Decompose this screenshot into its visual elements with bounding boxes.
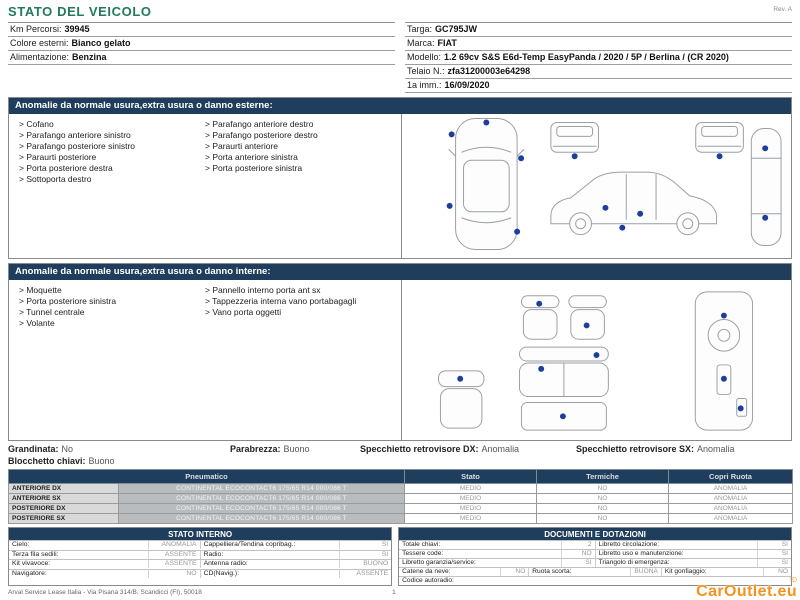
tyre-copri-ruota: ANOMALIA xyxy=(669,504,793,514)
summary-specchietto-sx xyxy=(576,444,735,454)
info-row-modello xyxy=(405,51,792,65)
field-label: Kit gonfiaggio: xyxy=(661,568,763,576)
tyre-copri-ruota: ANOMALIA xyxy=(669,484,793,494)
tyre-termiche: NO xyxy=(537,504,669,514)
tyre-stato: MEDIO xyxy=(405,514,537,524)
interior-damage-diagram xyxy=(401,280,791,440)
field-value: SI xyxy=(339,551,391,559)
car-top-view xyxy=(449,119,524,250)
summary-grandinata xyxy=(8,444,230,454)
field-value: ANOMALIA xyxy=(148,541,200,549)
watermark-id-text: ID xyxy=(790,577,797,584)
summary-label: Specchietto retrovisore SX: xyxy=(576,444,695,454)
anomaly-item: > Porta posteriore sinistra xyxy=(19,296,205,306)
summary-value: Anomalia xyxy=(697,444,735,454)
tyre-copri-ruota: ANOMALIA xyxy=(669,514,793,524)
car-rear-view xyxy=(696,122,744,152)
report-header xyxy=(8,4,792,22)
steering-wheel xyxy=(708,320,740,352)
damage-dot xyxy=(717,153,723,159)
field-value: NO xyxy=(148,570,200,578)
column-header-termiche: Termiche xyxy=(537,470,669,484)
exterior-damage-diagram xyxy=(401,114,791,258)
field-label: Triangolo di emergenza: xyxy=(595,559,757,567)
summary-specchietto-dx xyxy=(360,444,576,454)
table-row xyxy=(9,569,391,579)
info-label: Km Percorsi: xyxy=(10,24,62,34)
tyre-stato: MEDIO xyxy=(405,504,537,514)
info-label: 1a imm.: xyxy=(407,80,442,90)
revision-label: Rev. A xyxy=(773,6,792,13)
field-value: SI xyxy=(757,559,791,567)
info-label: Telaio N.: xyxy=(407,66,445,76)
info-label: Modello: xyxy=(407,52,442,62)
stato-interno-title: STATO INTERNO xyxy=(9,528,391,540)
info-label: Targa: xyxy=(407,24,433,34)
front-seats xyxy=(521,296,606,339)
info-label: Colore esterni: xyxy=(10,38,69,48)
watermark xyxy=(696,577,797,600)
tyre-termiche: NO xyxy=(537,494,669,504)
tyre-position: POSTERIORE SX xyxy=(9,514,119,524)
column-header-copri-ruota: Copri Ruota xyxy=(669,470,793,484)
damage-dot xyxy=(447,203,453,209)
damage-dot xyxy=(449,131,455,137)
tyre-copri-ruota: ANOMALIA xyxy=(669,494,793,504)
damage-dot xyxy=(602,205,608,211)
summary-value: Buono xyxy=(283,444,310,454)
car-side-view xyxy=(551,172,717,235)
field-value: 2 xyxy=(561,541,595,549)
info-value: GC795JW xyxy=(435,24,478,34)
info-value: Bianco gelato xyxy=(71,38,131,48)
field-value: SI xyxy=(339,541,391,549)
table-row xyxy=(399,567,791,576)
table-row xyxy=(9,559,391,569)
internal-anomalies-lists xyxy=(9,280,401,440)
anomaly-item: > Parafango anteriore destro xyxy=(205,119,391,129)
damage-dot xyxy=(536,301,542,307)
damage-dot xyxy=(721,376,727,382)
car-interior-diagram xyxy=(402,280,791,440)
column-header-pneumatico: Pneumatico xyxy=(9,470,405,484)
table-row xyxy=(399,549,791,558)
field-label: Radio: xyxy=(200,551,340,559)
summary-label: Parabrezza: xyxy=(230,444,281,454)
anomaly-item: > Pannello interno porta ant sx xyxy=(205,285,391,295)
table-row xyxy=(9,540,391,550)
field-value: BUONO xyxy=(339,560,391,568)
summary-parabrezza xyxy=(230,444,360,454)
anomaly-item: > Sottoporta destro xyxy=(19,174,205,184)
damage-dot xyxy=(514,229,520,235)
tyre-stato: MEDIO xyxy=(405,484,537,494)
tyre-termiche: NO xyxy=(537,514,669,524)
info-row-targa xyxy=(405,23,792,37)
field-value: SI xyxy=(561,559,595,567)
anomaly-item: > Cofano xyxy=(19,119,205,129)
car-front-view xyxy=(551,122,599,152)
stato-interno-table xyxy=(8,527,392,586)
table-row xyxy=(9,494,793,504)
table-row xyxy=(9,514,793,524)
summary-label: Specchietto retrovisore DX: xyxy=(360,444,479,454)
field-value: NO xyxy=(763,568,791,576)
info-value: 1.2 69cv S&S E6d-Temp EasyPanda / 2020 / 5P / Berlina / (CR 2020) xyxy=(444,52,729,62)
anomaly-item: > Porta anteriore sinistra xyxy=(205,152,391,162)
field-value: SI xyxy=(757,550,791,558)
field-label: Terza fila sedili: xyxy=(12,550,59,558)
damage-dot xyxy=(483,120,489,126)
internal-anomalies-list-right xyxy=(205,285,391,440)
watermark-logo-text: CarOutlet.eu xyxy=(696,583,797,600)
damage-dot xyxy=(457,376,463,382)
tyre-description: CONTINENTAL ECOCONTACT6 175/65 R14 000/086 T xyxy=(119,504,405,514)
summary-value: Anomalia xyxy=(481,444,520,454)
damage-dot xyxy=(619,225,625,231)
info-row-alimentazione xyxy=(8,51,395,65)
field-label: Catene da neve: xyxy=(402,568,451,575)
anomaly-item: > Moquette xyxy=(19,285,205,295)
tyre-description: CONTINENTAL ECOCONTACT6 175/65 R14 000/086 T xyxy=(119,494,405,504)
field-label: Antenna radio: xyxy=(200,560,340,568)
damage-dot xyxy=(637,211,643,217)
field-value: ASSENTE xyxy=(148,551,200,559)
info-value: 16/09/2020 xyxy=(444,80,490,90)
info-label: Alimentazione: xyxy=(10,52,70,62)
anomaly-item: > Tunnel centrale xyxy=(19,307,205,317)
info-value: Benzina xyxy=(72,52,107,62)
anomaly-item: > Porta posteriore destra xyxy=(19,163,205,173)
tyres-header-row xyxy=(9,470,793,484)
report-footer xyxy=(8,589,792,596)
dashboard xyxy=(695,292,752,430)
field-label: Ruota scorta: xyxy=(528,568,630,576)
damage-dot xyxy=(762,145,768,151)
field-label: Libretto garanzia/service: xyxy=(402,559,476,566)
field-value: ASSENTE xyxy=(339,570,391,578)
field-value: NO xyxy=(500,568,528,576)
table-row xyxy=(399,540,791,549)
external-anomalies-list-right xyxy=(205,119,391,258)
info-row-marca xyxy=(405,37,792,51)
info-row-km xyxy=(8,23,395,37)
anomaly-item: > Parafango posteriore destro xyxy=(205,130,391,140)
external-anomalies-header: Anomalie da normale usura,extra usura o danno esterne: xyxy=(9,98,791,114)
info-value: zfa31200003e64298 xyxy=(447,66,531,76)
tyre-description: CONTINENTAL ECOCONTACT6 175/65 R14 000/086 T xyxy=(119,514,405,524)
info-row-telaio xyxy=(405,65,792,79)
field-label: Codice autoradio: xyxy=(402,577,454,584)
vehicle-info-section xyxy=(8,22,792,93)
internal-anomalies-list-left xyxy=(19,285,205,440)
summary-section xyxy=(8,444,792,466)
documenti-dotazioni-title: DOCUMENTI E DOTAZIONI xyxy=(399,528,791,540)
field-label: Navigatore: xyxy=(12,569,47,577)
tyre-position: ANTERIORE SX xyxy=(9,494,119,504)
summary-value: Buono xyxy=(88,456,115,466)
car-exterior-diagram xyxy=(402,114,791,258)
table-row xyxy=(9,550,391,560)
page-number: 1 xyxy=(392,589,396,596)
tyre-position: POSTERIORE DX xyxy=(9,504,119,514)
anomaly-item: > Volante xyxy=(19,318,205,328)
damage-dot xyxy=(518,155,524,161)
field-value: ASSENTE xyxy=(148,560,200,568)
table-row xyxy=(9,484,793,494)
page-title: STATO DEL VEICOLO xyxy=(8,4,152,19)
info-row-colore xyxy=(8,37,395,51)
damage-dot xyxy=(538,366,544,372)
tyre-stato: MEDIO xyxy=(405,494,537,504)
field-value: SI xyxy=(757,541,791,549)
damage-dot xyxy=(584,322,590,328)
tyres-table xyxy=(8,469,793,524)
field-label: Totale chiavi: xyxy=(402,541,441,548)
damage-dot xyxy=(594,352,600,358)
anomaly-item: > Parafango anteriore sinistro xyxy=(19,130,205,140)
field-label: Libretto circolazione: xyxy=(595,541,757,549)
column-header-stato: Stato xyxy=(405,470,537,484)
info-value: FIAT xyxy=(437,38,457,48)
anomaly-item: > Vano porta oggetti xyxy=(205,307,391,317)
field-label: Libretto uso e manutenzione: xyxy=(595,550,757,558)
damage-dot xyxy=(738,405,744,411)
external-anomalies-lists xyxy=(9,114,401,258)
anomaly-item: > Tappezzeria interna vano portabagagli xyxy=(205,296,391,306)
summary-value: No xyxy=(61,444,74,454)
anomaly-item: > Parafango posteriore sinistro xyxy=(19,141,205,151)
info-value: 39945 xyxy=(64,24,90,34)
anomaly-item: > Paraurti anteriore xyxy=(205,141,391,151)
info-label: Marca: xyxy=(407,38,435,48)
anomaly-item: > Porta posteriore sinistra xyxy=(205,163,391,173)
table-row xyxy=(9,504,793,514)
tyre-termiche: NO xyxy=(537,484,669,494)
table-row xyxy=(399,558,791,567)
damage-dot xyxy=(560,413,566,419)
footer-address: Arval Service Lease Italia - Via Pisana 314/B, Scandicci (FI), 50018 xyxy=(8,589,202,596)
field-label: Tessere code: xyxy=(402,550,444,557)
info-row-immatricolazione xyxy=(405,79,792,93)
field-label: Cielo: xyxy=(12,541,30,549)
field-label: Kit vivavoce: xyxy=(12,560,51,568)
tyre-position: ANTERIORE DX xyxy=(9,484,119,494)
summary-label: Grandinata: xyxy=(8,444,59,454)
field-label: CD(Navig.): xyxy=(200,570,340,578)
internal-anomalies-header: Anomalie da normale usura,extra usura o danno interne: xyxy=(9,264,791,280)
summary-label: Blocchetto chiavi: xyxy=(8,456,86,466)
tyre-description: CONTINENTAL ECOCONTACT6 175/65 R14 000/086 T xyxy=(119,484,405,494)
damage-dot xyxy=(762,215,768,221)
summary-blocchetto-chiavi xyxy=(8,456,792,466)
field-value: BUONA xyxy=(630,568,660,576)
vehicle-info-right xyxy=(405,22,792,93)
field-value: NO xyxy=(561,550,595,558)
anomaly-item: > Paraurti posteriore xyxy=(19,152,205,162)
external-anomalies-section xyxy=(8,97,792,259)
external-anomalies-list-left xyxy=(19,119,205,258)
field-label: Cappelliera/Tendina copribag.: xyxy=(200,541,340,549)
damage-dot xyxy=(572,153,578,159)
vehicle-info-left xyxy=(8,22,395,93)
damage-dot xyxy=(721,313,727,319)
internal-anomalies-section xyxy=(8,263,792,441)
